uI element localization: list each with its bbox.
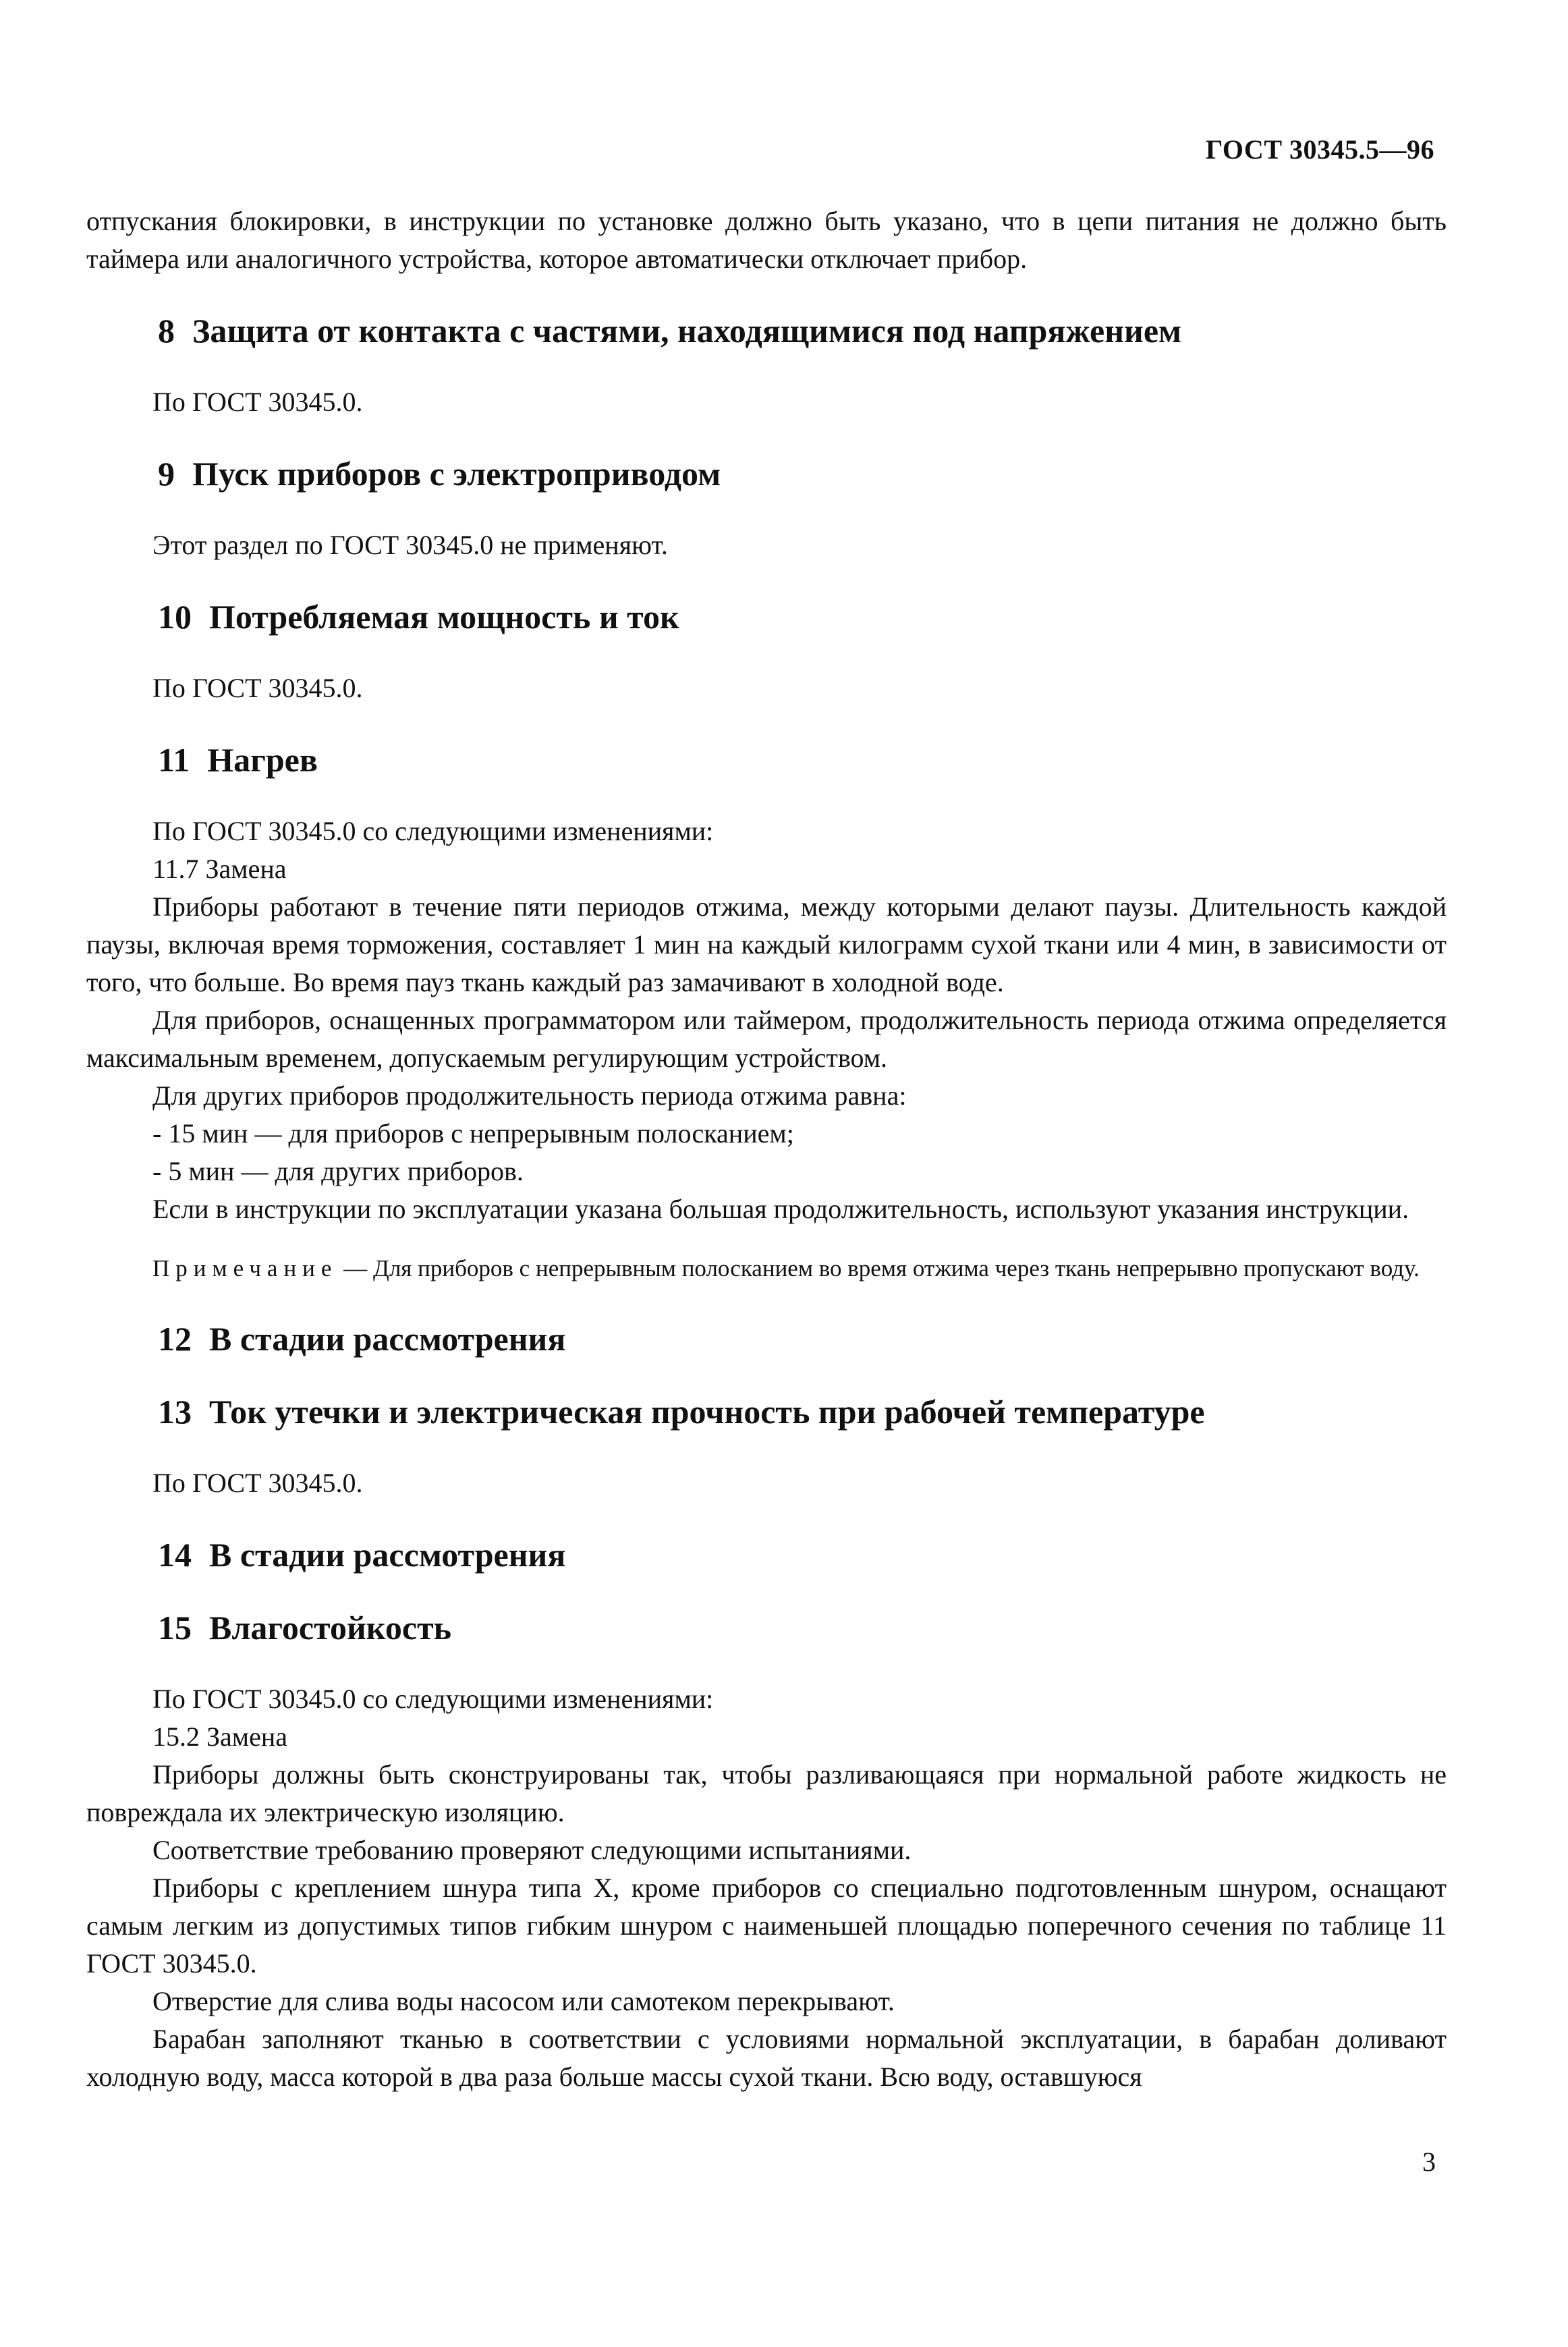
section-9-heading [86,453,1447,494]
note-text: — Для приборов с непрерывным полосканием во время отжима через ткань непрерывно пропускают воду. [343,1255,1420,1281]
section-12-number: 12 [158,1320,192,1358]
section-11-paragraph-4: Если в инструкции по эксплуатации указана большая продолжительность, используют указания инструкции. [152,1194,1409,1224]
section-11-7-subtitle: 11.7 Замена [152,854,287,884]
section-15-paragraph-5: Барабан заполняют тканью в соответствии с условиями нормальной эксплуатации, в барабан доливают холодную воду, масса которой в два раза больше массы сухой ткани. Всю воду, оставшуюся [86,2024,1447,2092]
section-10-title: Потребляемая мощность и ток [209,598,679,636]
section-15-2-subtitle: 15.2 Замена [152,1721,288,1752]
section-13-heading [86,1391,1447,1432]
section-8-text: По ГОСТ 30345.0. [152,387,363,417]
section-11-heading [86,740,1447,780]
section-14-heading [86,1535,1447,1575]
document-code: ГОСТ 30345.5—96 [1205,134,1434,165]
section-11-list-item-1: - 15 мин — для приборов с непрерывным полосканием; [152,1118,794,1149]
section-11-title: Нагрев [207,741,318,779]
section-8-heading [86,310,1447,351]
section-15-intro: По ГОСТ 30345.0 со следующими изменениями: [152,1684,714,1714]
page-number: 3 [1422,2147,1436,2177]
section-15-number: 15 [158,1609,192,1647]
section-15-paragraph-4: Отверстие для слива воды насосом или самотеком перекрывают. [152,1986,895,2016]
section-11-number: 11 [158,741,190,779]
section-12-heading [86,1319,1447,1359]
section-8-title: Защита от контакта с частями, находящимися под напряжением [192,312,1182,350]
section-9-text: Этот раздел по ГОСТ 30345.0 не применяют. [152,530,668,560]
section-8-number: 8 [158,312,175,350]
section-9-title: Пуск приборов с электроприводом [192,455,721,493]
section-12-title: В стадии рассмотрения [209,1320,566,1358]
section-10-text: По ГОСТ 30345.0. [152,673,363,703]
section-13-text: По ГОСТ 30345.0. [152,1468,363,1498]
section-11-list-item-2: - 5 мин — для других приборов. [152,1156,524,1186]
section-15-heading [86,1607,1447,1648]
section-14-number: 14 [158,1536,192,1574]
intro-paragraph: отпускания блокировки, в инструкции по установке должно быть указано, что в цепи питания не должно быть таймера или аналогичного устройства, которое автоматически отключает прибор. [86,206,1447,274]
section-10-number: 10 [158,598,192,636]
section-9-number: 9 [158,455,175,493]
section-15-paragraph-3: Приборы с креплением шнура типа X, кроме приборов со специально подготовленным шнуром, оснащают самым легким из допустимых типов гибким шнуром с наименьшей площадью поперечного сечения по таблице 11 ГОСТ 30345.0. [86,1873,1447,1979]
section-11-paragraph-2: Для приборов, оснащенных программатором или таймером, продолжительность периода отжима определяется максимальным временем, допускаемым регулирующим устройством. [86,1005,1447,1073]
section-15-paragraph-1: Приборы должны быть сконструированы так, чтобы разливающаяся при нормальной работе жидкость не повреждала их электрическую изоляцию. [86,1759,1447,1827]
section-14-title: В стадии рассмотрения [209,1536,566,1574]
section-11-paragraph-1: Приборы работают в течение пяти периодов отжима, между которыми делают паузы. Длительность каждой паузы, включая время торможения, составляет 1 мин на каждый килограмм сухой ткани или 4 мин, в зависимости от того, что больше. Во время пауз ткань каждый раз замачивают в холодной воде. [86,891,1447,997]
section-11-note [86,1251,1447,1286]
section-10-heading [86,597,1447,637]
section-15-title: Влагостойкость [209,1609,452,1647]
page-content [86,202,1447,2096]
section-11-paragraph-3: Для других приборов продолжительность периода отжима равна: [152,1080,907,1111]
note-label: Примечание [152,1255,338,1281]
section-13-number: 13 [158,1393,192,1431]
section-13-title: Ток утечки и электрическая прочность при рабочей температуре [209,1393,1205,1431]
section-11-intro: По ГОСТ 30345.0 со следующими изменениями: [152,816,714,846]
section-15-paragraph-2: Соответствие требованию проверяют следующими испытаниями. [152,1835,912,1865]
